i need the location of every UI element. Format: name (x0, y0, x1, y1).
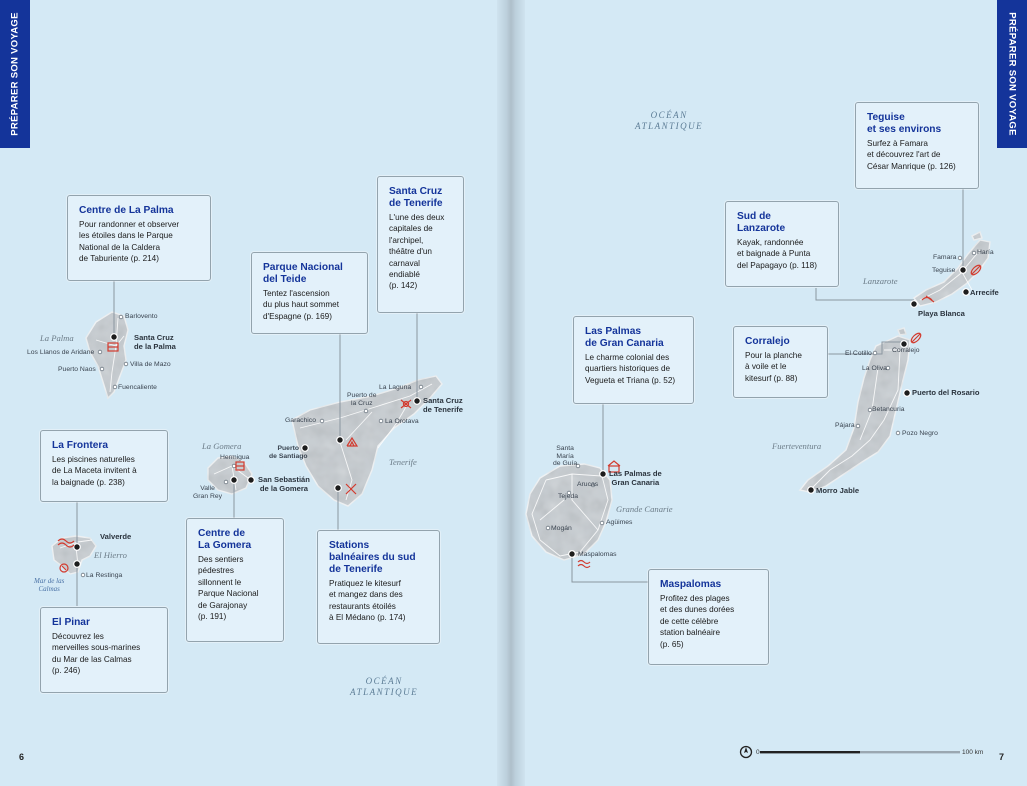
place-pozo-negro: Pozo Negro (902, 430, 938, 437)
place-san-sebastian: San Sebastián de la Gomera (258, 475, 310, 493)
book-gutter (497, 0, 525, 786)
place-hermigua: Hermigua (220, 454, 250, 461)
place-morro-jable: Morro Jable (816, 486, 860, 495)
island-label-lanzarote: Lanzarote (863, 276, 898, 286)
callout-sud-lanzarote (725, 201, 839, 287)
place-aguimes: Agüimes (606, 519, 633, 526)
dot-gomera-centre (231, 477, 238, 484)
place-villa-de-mazo: Villa de Mazo (130, 361, 171, 368)
callout-text: Découvrez les merveilles sous-marines du Mar de las Calmas (p. 246) (52, 632, 141, 676)
place-playa-blanca: Playa Blanca (918, 309, 965, 318)
callout-title: Parque Nacional del Teide (263, 262, 343, 285)
place-haria: Haría (977, 249, 994, 256)
compass-icon (741, 747, 752, 758)
island-label-fuerteventura: Fuerteventura (772, 441, 822, 451)
place-tejeda: Tejeda (558, 493, 579, 500)
callout-las-palmas (573, 316, 694, 404)
callout-title: Maspalomas (660, 579, 722, 590)
dot-santa-cruz-palma (111, 334, 118, 341)
island-label-el-hierro: El Hierro (94, 550, 127, 560)
beach-icon-maspalomas (578, 561, 590, 568)
place-santa-cruz-palma: Santa Cruz de la Palma (134, 333, 176, 351)
dot-morro-jable (808, 487, 815, 494)
callout-title: Las Palmas de Gran Canaria (585, 326, 664, 349)
dot-santa-cruz-tenerife (414, 398, 421, 405)
dot-las-palmas (600, 471, 607, 478)
place-la-oliva: La Oliva (862, 365, 887, 372)
callout-centre-la-gomera (186, 518, 284, 642)
place-puerto-de-la-cruz: Puerto de la Cruz (347, 392, 377, 407)
kitesurf-icon-corralejo (910, 332, 923, 345)
place-garachico: Garachico (285, 417, 316, 424)
callout-el-pinar (40, 607, 168, 693)
gran-canaria-island (526, 464, 612, 560)
callout-title: Sud de Lanzarote (737, 211, 786, 234)
callout-text: Kayak, randonnée et baignade à Punta del Papagayo (p. 118) (737, 238, 817, 270)
callout-title: La Frontera (52, 440, 109, 451)
dot-teide (337, 437, 344, 444)
place-famara: Famara (933, 254, 957, 261)
callout-teguise (855, 102, 979, 189)
scale-end-label: 100 km (962, 749, 984, 756)
place-valle-gran-rey: Valle Gran Rey (193, 485, 223, 500)
dot-puerto-rosario (904, 390, 911, 397)
callout-stations-sud (317, 530, 440, 644)
callout-santa-cruz-tenerife (377, 176, 464, 313)
callout-title: Stations balnéaires du sud de Tenerife (329, 540, 416, 575)
callout-text: Le charme colonial des quartiers historiques de Vegueta et Triana (p. 52) (585, 353, 676, 385)
dot-stations-sud (335, 485, 342, 492)
island-label-gran-canaria: Grande Canarie (616, 504, 673, 514)
place-santa-maria-de-guia: Santa María de Guía (553, 445, 578, 467)
dot-san-sebastian (248, 477, 255, 484)
place-la-restinga: La Restinga (86, 572, 123, 579)
place-fuencaliente: Fuencaliente (118, 384, 157, 391)
ocean-label-north: OCÉAN ATLANTIQUE (635, 110, 704, 131)
callout-parque-teide (251, 252, 368, 334)
place-la-laguna: La Laguna (379, 384, 412, 391)
island-label-la-palma: La Palma (40, 333, 74, 343)
place-los-llanos: Los Llanos de Aridane (27, 349, 95, 356)
place-puerto-del-rosario: Puerto del Rosario (912, 388, 980, 397)
place-corralejo: Corralejo (892, 347, 920, 354)
place-arrecife: Arrecife (970, 288, 999, 297)
callout-text: Surfez à Famara et découvrez l'art de César Manrique (p. 126) (867, 139, 956, 171)
place-maspalomas: Maspalomas (578, 551, 617, 558)
callout-title: Teguise et ses environs (867, 112, 942, 135)
callout-text: L'une des deux capitales de l'archipel, théâtre d'un carnaval endiablé (p. 142) (389, 213, 445, 291)
section-tab-right (997, 0, 1027, 148)
page-number-right: 7 (999, 752, 1005, 762)
callout-text: Profitez des plages et des dunes dorées de cette célèbre station balnéaire (p. 65) (660, 594, 735, 649)
sea-label-calmas: Mar de las Calmas (34, 577, 65, 593)
place-valverde: Valverde (100, 532, 132, 541)
place-el-cotillo: El Cotillo (845, 350, 872, 357)
callout-maspalomas (648, 569, 769, 665)
callout-la-frontera (40, 430, 168, 502)
place-santa-cruz-tenerife: Santa Cruz de Tenerife (423, 396, 463, 414)
callout-title: Centre de La Palma (79, 205, 174, 216)
dot-el-pinar (74, 561, 81, 568)
dot-playa-blanca (911, 301, 918, 308)
callout-title: El Pinar (52, 617, 90, 628)
callout-text: Pratiquez le kitesurf et mangez dans des restaurants étoilés à El Médano (p. 174) (329, 579, 406, 623)
callout-text: Des sentiers pédestres sillonnent le Parque Nacional de Garajonay (p. 191) (198, 555, 259, 622)
place-mogan: Mogán (551, 525, 572, 532)
dot-valverde (74, 544, 81, 551)
callout-text: Pour randonner et observer les étoiles dans le Parque National de la Caldera de Taburiente (p. 214) (79, 220, 180, 264)
place-la-orotava: La Orotava (385, 418, 419, 425)
page-number-left: 6 (19, 752, 25, 762)
section-tab-left-label: PRÉPARER SON VOYAGE (9, 12, 21, 136)
callout-text: Tentez l'ascension du plus haut sommet d'Espagne (p. 169) (263, 289, 340, 321)
place-pajara: Pájara (835, 422, 855, 429)
callout-title: Centre de La Gomera (198, 528, 252, 551)
place-arucas: Arucas (577, 481, 599, 488)
place-barlovento: Barlovento (125, 313, 158, 320)
callout-corralejo (733, 326, 828, 398)
callout-centre-la-palma (67, 195, 211, 281)
island-label-la-gomera: La Gomera (202, 441, 242, 451)
dot-arrecife (963, 289, 970, 296)
callout-text: Les piscines naturelles de La Maceta invitent à la baignade (p. 238) (52, 455, 137, 487)
scale-bar (738, 744, 968, 760)
place-betancuria: Betancuria (872, 406, 905, 413)
callout-title: Santa Cruz de Tenerife (389, 186, 443, 209)
dot-teguise (960, 267, 967, 274)
section-tab-right-label: PRÉPARER SON VOYAGE (1006, 12, 1018, 136)
place-puerto-naos: Puerto Naos (58, 366, 96, 373)
island-label-tenerife: Tenerife (389, 457, 417, 467)
dot-maspalomas (569, 551, 576, 558)
section-tab-left (0, 0, 30, 148)
place-teguise: Teguise (932, 267, 956, 274)
callout-text: Pour la planche à voile et le kitesurf (p. 88) (745, 351, 802, 383)
place-puerto-de-santiago: Puerto de Santiago (269, 445, 308, 460)
place-las-palmas: Las Palmas de Gran Canaria (609, 469, 662, 487)
scale-start-label: 0 (756, 749, 760, 756)
ocean-label-south: OCÉAN ATLANTIQUE (350, 676, 419, 697)
callout-title: Corralejo (745, 336, 790, 347)
